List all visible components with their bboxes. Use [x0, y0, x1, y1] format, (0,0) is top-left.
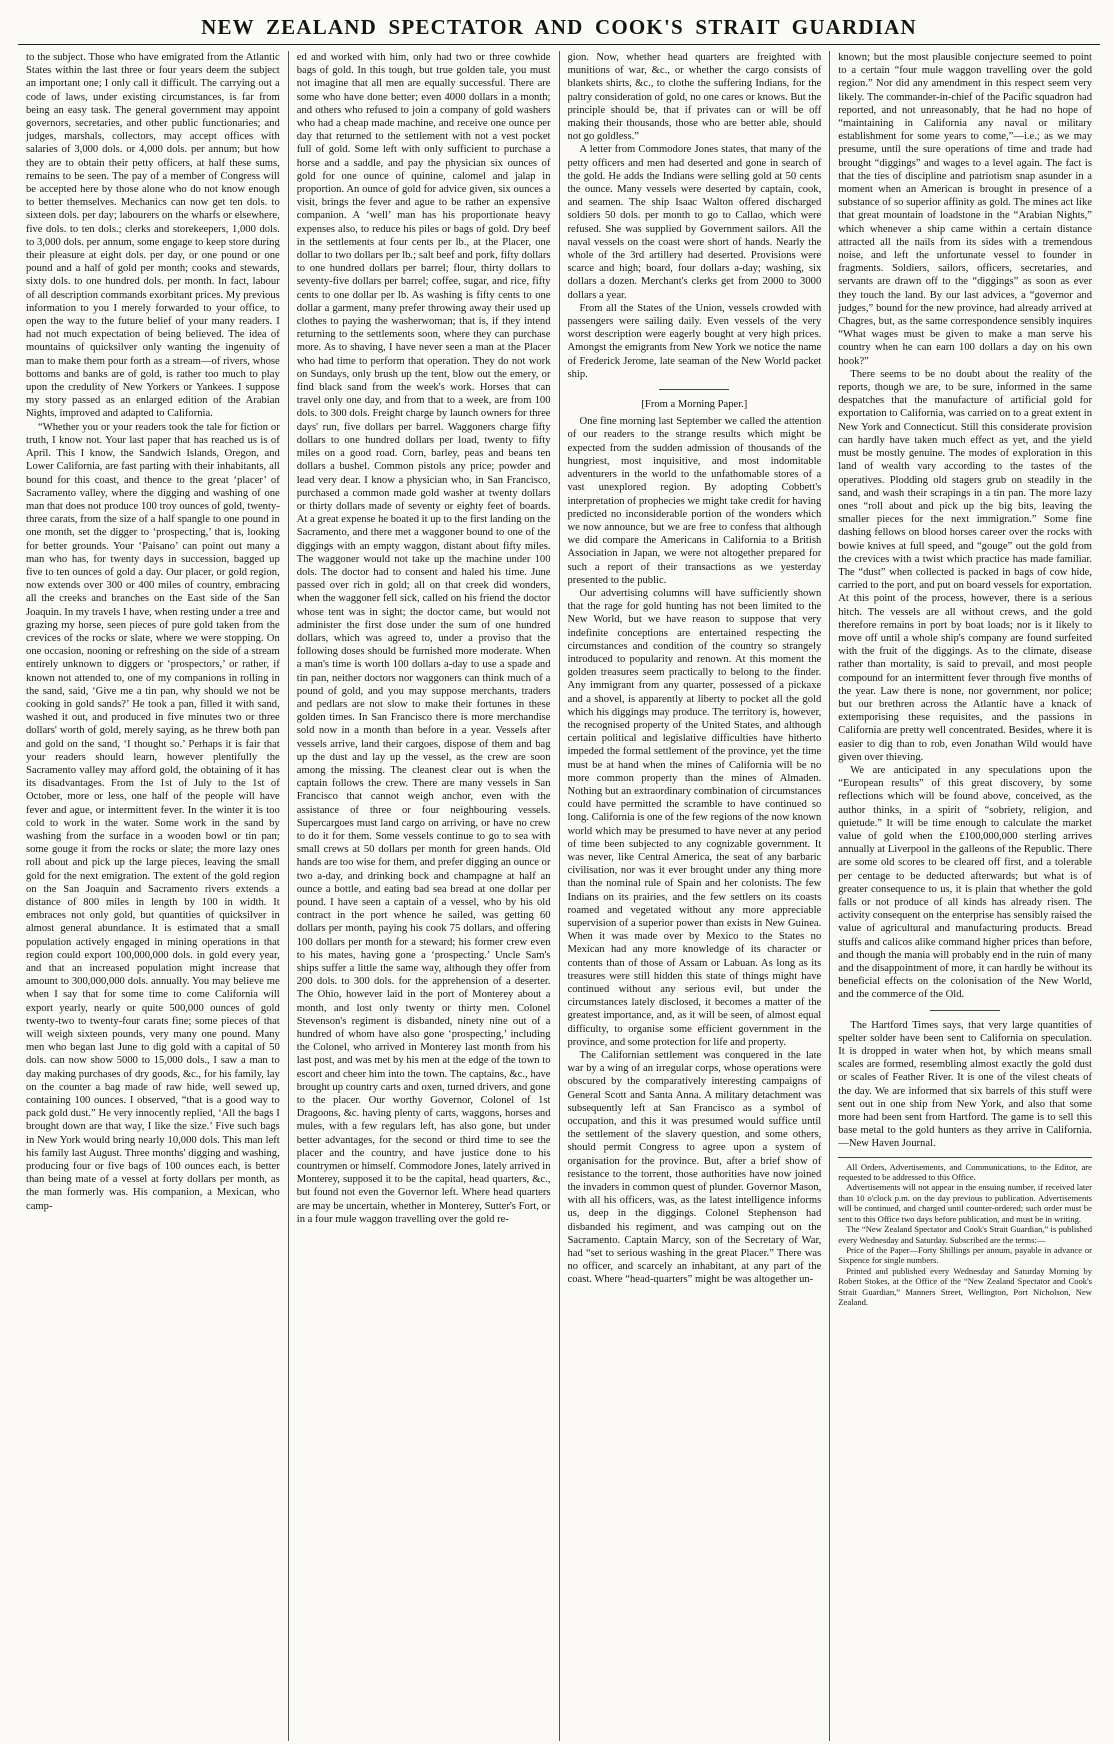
- section-heading: [From a Morning Paper.]: [641, 399, 748, 411]
- paragraph: Our advertising columns will have sufficiently shown that the rage for gold hunting has not been limited to the New World, but we have reason to suppose that very indefinite conceptions are entertained respecting the circumstances and condition of the country so strangely introduced to popularity and renown. At this moment the golden treasures seem practically to belong to the finder. Any immigrant from any quarter, possessed of a pickaxe and a shovel, is apparently at liberty to pocket all the gold which his diggings may produce. The territory is, however, the recognised property of the United States, and although certain political and legislative difficulties have hitherto impeded the formal settlement of the province, yet the time must be at hand when the mines of California will be no more common property than the mines of Almaden. Nothing but an extraordinary combination of circumstances could have permitted the scramble to have continued so long. California is one of the few regions of the now known world which may be presumed to have never at any period of time been subjected to any cognizable government. It was never, like Central America, the seat of any barbaric civilisation, nor was it ever brought under any thing more than the nominal rule of Spain and her colonists. The few Indians on its prairies, and the few settlers on its coasts roamed and vegetated without any more appreciable supervision of a superior power than exists in New Guinea. When it was made over by Mexico to the States no Mexican had any more knowledge of its character or contents than of those of Assam or Labuan. As long as its treasures were still hidden this state of things might have continued without any serious evil, but under the circumstances lately disclosed, it becomes a matter of the greatest importance, and, as it will be seen, of almost equal difficulty, to organise some efficient government in the province, and some protection for life and property.: [567, 587, 822, 1048]
- section-divider: [930, 1010, 1000, 1011]
- column-2: [289, 51, 560, 1741]
- paragraph: ed and worked with him, only had two or three cowhide bags of gold. In this tough, but true golden tale, you must not imagine that all men are equally successful. There are some who have done better; even 4000 dollars in a month; and others who refused to join a company of gold washers who had a cheap made machine, and receive one ounce per day that returned to the settlement with not a vest pocket full of gold. Some left with only sufficient to purchase a horse and a saddle, and pay the physician six ounces of gold for one ounce of quinine, calomel and jalap in proportion. An ounce of gold for advice given, six ounces a visit, brings the fever and ague to be rather an expensive companion. A ‘well’ man has his proportionate heavy expenses also, to reduce his piles or bags of gold. Dry beef in the settlements at four cents per lb., at the Placer, one dollar to two dollars per lb.; salt beef and pork, fifty dollars to one hundred dollars per barrel; flour, thirty dollars to seventy-five dollars per barrel; coffee, sugar, and rice, fifty cents to one dollar per lb. As washing is fifty cents to one dollar a garment, many prefer throwing away their used up clothes to paying the washerwoman; that is, if they intend returning to the settlements soon, where they can purchase more. As to shaving, I have never seen a man at the Placer who had time to perform that operation. They do not work on Sundays, only brush up the tent, blow out the emery, or find black sand from the week's work. Horses that can travel only one day, and from that to a week, are from 100 dols. to 300 dols. Freight charge by launch owners for three days' run, five dollars per barrel. Waggoners charge fifty dollars to one hundred dollars per load, twenty to fifty miles on a good road. Corn, barley, peas and beans ten dollars a bushel. Common pistols any price; powder and lead very dear. I know a physician who, in San Francisco, purchased a common made gold washer at twenty dollars or thirty dollars made of seventy or eighty feet of boards. At a great expense he boated it up to the first landing on the Sacramento, and there met a waggoner bound to one of the diggings with an empty waggon, distant about fifty miles. The waggoner would not take up the machine under 100 dols. The doctor had to consent and haled his time. June passed over rich in gold; all on that creek did wonders, when the waggoner fell sick, called on his friend the doctor whose tent was in sight; the doctor came, but would not administer the first dose under the sum of one hundred dollars, which was agreed to, under a proviso that the following doses should be furnished more moderate. When a man's time is worth 100 dollars a-day to use a spade and tin pan, neither doctors nor waggoners can think much of a pound of gold, and you may suppose merchants, traders and pedlars are not slow to make their fortunes in these golden times. In San Francisco there is more merchandise sold now in a month than before in a year. Vessels after vessels arrive, land their cargoes, dispose of them and bag up the dust and lay up the vessel, as the crew are soon among the missing. The cleanest clear out is when the captain follows the crew. There are many vessels in San Francisco that cannot weigh anchor, even with the assistance of three or four neighbouring vessels. Supercargoes must land cargo on arriving, or have no crew to do it for them. Some vessels continue to go to sea with small crews at 50 dollars per month for green hands. Old hands are too wise for them, and prefer digging an ounce or two a-day, and drinking bock and champagne at half an ounce a bottle, and eating bad sea bread at one dollar per pound. I have seen a captain of a vessel, who by his old contract in the port whence he sailed, was getting 60 dollars per month, paying his cook 75 dollars, and offering 100 dollars per month for a steward; his former crew even to his mates, having gone a ‘prospecting.’ Uncle Sam's ships suffer a little the same way, although they offer from 200 dols. to 300 dols. for the apprehension of a deserter. The Ohio, however laid in the port of Monterey about a month, and lost only twenty or thirty men. Colonel Stevenson's regiment is disbanded, ninety nine out of a hundred of whom have also gone ‘prospecting,’ including the Colonel, who arrived in Monterey last month from his last post, and was met by his men at the edge of the town to escort and cheer him into the town. The captains, &c., have brought up country carts and oxen, turned drivers, and gone to the placer. Our worthy Governor, Colonel of 1st Dragoons, &c. having plenty of carts, waggons, horses and mules, with a few regulars left, has also gone, but under better advantages, for the second or third time to see the placer and the country, and have justice done to his countrymen or himself. Commodore Jones, lately arrived in Monterey, supposed it to be the capital, head quarters, &c., but found not even the Governor left. Where head quarters are may be uncertain, whether in Monterey, Sutter's Fort, or in a four mule waggon travelling over the gold re-: [296, 52, 551, 1225]
- paragraph: to the subject. Those who have emigrated from the Atlantic States within the last three or four years deem the subject an important one; I only call it difficult. The carrying out a code of laws, under existing circumstances, is far from being an easy task. The general government may appoint governors, secretaries, and other public functionaries; and judges, marshals, collectors, may accept offices with salaries of 3,000 dols. or 4,000 dols. per annum; but how they are to obtain their petty officers, at half these sums, remains to be seen. The pay of a member of Congress will be accepted here by those alone who do not know enough to better themselves. Mechanics can now get ten dols. to sixteen dols. per day; labourers on the wharfs or elsewhere, five dols. to ten dols.; clerks and storekeepers, 1,000 dols. to 3,000 dols. per annum, some engage to keep store during their pleasure at eight dols. per day, or one pound or one pound and a half of gold per month; cooks and stewards, sixty dols. to one hundred dols. per month. In fact, labour of all description commands exorbitant prices. My previous information to you I merely forwarded to your office, to open the way to the future belief of your many readers. I had not much expectation of being believed. The idea of mountains of quicksilver only wanting the ingenuity of man to make them pour forth as a stream—of rivers, whose bottoms and banks are of gold, is rather too much to play upon the credulity of New Yorkers or Yankees. I suppose my story passed as an enlarged edition of the Arabian Nights, improved and adapted to California.: [26, 52, 280, 420]
- column-1: [18, 51, 289, 1741]
- paragraph: One fine morning last September we called the attention of our readers to the strange results which might be expected from the sudden admission of thousands of the hungriest, most inquisitive, and most indomitable adventurers in the world to the unfathomable stores of a vast unexplored region. By adopting Cobbett's interpretation of prophecies we might take credit for having predicted no inconsiderable portion of the wonders which we now announce, but we are free to confess that although we did compare the Americans in California to a British Association in Japan, we were not altogether prepared for such a report of their transactions as we yesterday presented to the public.: [567, 416, 822, 586]
- paragraph: known; but the most plausible conjecture seemed to point to a certain “four mule waggon travelling over the gold region.” Nor did any amendment in this respect seem very likely. The commander-in-chief of the Pacific squadron had reported, and not unreasonably, that he had no hope of “maintaining in California any naval or military establishment for some years to come,”—i.e.; as we may presume, until the sure operations of time and trade had brought “diggings” and wages to a level again. The fact is that the ties of discipline and patriotism snap asunder in a moment when an American is brought in presence of a substance of so superior affinity as gold. The mines act like that great mountain of loadstone in the “Arabian Nights,” which whenever a ship came within a certain distance attracted all the nails from its sides with a tremendous noise, and left the unfortunate vessel to founder in fragments. Soldiers, sailors, officers, secretaries, and servants are drawn off to the “diggings” as soon as ever they touch the land. By our last advices, a “governor and judges,” bound for the new province, had already arrived at Chagres, but, as the same correspondence sensibly inquires “What wages must be given to make a man serve his country when he can earn 100 dollars a day on his own hook?”: [838, 52, 1092, 367]
- paragraph: “Whether you or your readers took the tale for fiction or truth, I know not. Your last paper that has reached us is of April. This I know, the Sandwich Islands, Oregon, and Lower California, are fast parting with their inhabitants, all bound for this coast, and thence to the great ‘placer’ of Sacramento valley, where the digging and washing of one man that does not produce 100 troy ounces of gold, twenty-three carats, from the size of a half spangle to one pound in one month, set the digger to ‘prospecting,’ that is, looking for better grounds. Your ‘Paisano’ can point out many a man who has, for twenty days in succession, bagged up five to ten ounces of gold a day. Our placer, or gold region, now extends over 300 or 400 miles of country, embracing all the creeks and branches on the East side of the San Joaquin. In my travels I have, when resting under a tree and grazing my horse, seen pieces of pure gold taken from the crevices of the rocks or slate, where we were stopping. On one occasion, nooning or refreshing on the side of a stream entirely unknown to diggers or ‘prospectors,’ or rather, if known not attended to, one of my companions in rolling in the sand, said, ‘Give me a tin pan, why should we not be cooking in gold sands?’ He took a pan, filled it with sand, washed it out, and produced in five minutes two or three dollars' worth of gold, merely saying, as he threw both pan and gold on the sand, ‘I thought so.’ Perhaps it is fair that your readers should learn, however plentifully the Sacramento valley may afford gold, the obtaining of it has its disadvantages. From the 1st of July to the 1st of October, more or less, one half of the people will have fever and ague, or intermittent fever. In the winter it is too cold to work in the water. Some work in the sand by washing from the surface in a wooden bowl or tin pan; some gouge it from the rocks or slate; the more lazy ones roll about and pick up the large pieces, leaving the small gold for the next emigration. The extent of the gold region on the San Joaquin and Sacramento rivers extends a distance of 800 miles in length by 100 in width. It embraces not only gold, but quantities of quicksilver in almost general abundance. It is estimated that a small population actively engaged in mining operations in that region could export 100,000,000 dols. in gold every year, and that an increased population might increase that amount to 300,000,000 dols. annually. You may believe me when I say that for some time to come California will export yearly, nearly or quite 500,000 ounces of gold twenty-two to twenty-four carats fine; some pieces of that will weigh sixteen pounds, very many one pound. Many men who began last June to dig gold with a capital of 50 dols. can now show 5000 to 15,000 dols., I saw a man to day making purchases of dry goods, &c., for his family, lay on the counter a bag made of raw hide, well sewed up, containing 100 ounces. I observed, “that is a good way to pack gold dust.” He very innocently replied, ‘All the bags I brought down are that way, I like the size.’ Five such bags in New York would bring nearly 10,000 dols. This man left his family last August. Three months' digging and washing, producing four or five bags of 100 ounces each, is better than being mate of a vessel at forty dollars per month, as the man formerly was. His companion, a Mexican, who camp-: [26, 421, 280, 1212]
- paragraph: We are anticipated in any speculations upon the “European results” of this great discovery, by some reflections which will be found above, conceived, as the author thinks, in a spirit of “sobriety, religion, and quietude.” It will be time enough to calculate the market value of gold when the £100,000,000 sterling arrives annually at Liverpool in the galleons of the Republic. There are some old scores to be cleared off first, and a tolerable per centage to be deducted afterwards; but what is of greater consequence to us, it is plain that whether the gold falls or not produce of all kinds has already risen. The activity consequent on the enterprise has sensibly raised the value of agricultural and manufacturing products. Bread stuffs and calicos alike command higher prices than before, and though the mania will probably end in the ruin of many and the disappointment of more, it can hardly be without its beneficial effects on the colonisation of the New World, and the commerce of the Old.: [838, 764, 1092, 1001]
- paragraph: The Hartford Times says, that very large quantities of spelter solder have been sent to California on speculation. It is dropped in water when hot, by which means small scales are formed, resembling almost exactly the gold dust or scales of Feather River. It is one of the vilest cheats of the day. We are informed that six barrels of this stuff were sent out in one ship from New York, and also that some more had been sent from Hartford. The game is to sell this base metal to the gold hunters as they arrive in California.—New Haven Journal.: [838, 1019, 1092, 1150]
- masthead: NEW ZEALAND SPECTATOR AND COOK'S STRAIT GUARDIAN: [18, 10, 1100, 45]
- column-3: [560, 51, 831, 1741]
- columns: [18, 51, 1100, 1741]
- notice: The “New Zealand Spectator and Cook's Strait Guardian,” is published every Wednesday and Saturday. Subscribed are the terms:—: [838, 1224, 1092, 1245]
- paragraph: A letter from Commodore Jones states, that many of the petty officers and men had deserted and gone in search of the gold. He adds the Indians were selling gold at 50 cents the ounce. Many vessels were deserted by captain, cook, and seamen. The ship Isaac Walton offered discharged soldiers 50 dols. per month to go to Callao, which were refused. She was supplied by Government sailors. All the naval vessels on the coast were short of hands. Nearly the whole of the 3rd artillery had deserted. Provisions were scarce and high; board, four dollars a-day; washing, six dollars a dozen. Merchant's clerks get from 2000 to 3000 dollars a year.: [567, 144, 822, 301]
- column-4: [830, 51, 1100, 1741]
- paragraph: From all the States of the Union, vessels crowded with passengers were sailing daily. Even vessels of the very worst description were eagerly bought at very high prices. Amongst the emigrants from New York we notice the name of Frederick Jerome, late seaman of the New World packet ship.: [567, 302, 822, 380]
- section-divider: [659, 389, 729, 390]
- paragraph: gion. Now, whether head quarters are freighted with munitions of war, &c., or whether the cargo consists of blankets shirts, &c., to clothe the suffering Indians, for the paltry consideration of gold, no one cares or knows. But the principle should be, that if privates can or will be off making their thousands, those who are better able, should not go goldless.”: [567, 52, 822, 143]
- notice: All Orders, Advertisements, and Communications, to the Editor, are requested to be addressed to this Office.: [838, 1161, 1092, 1183]
- publication-notices: [838, 1157, 1092, 1308]
- notice: Price of the Paper—Forty Shillings per annum, payable in advance or Sixpence for single numbers.: [838, 1244, 1092, 1266]
- paragraph: The Californian settlement was conquered in the late war by a wing of an irregular corps, whose operations were obscured by the comparatively interesting campaigns of General Scott and Santa Anna. A military detachment was subsequently left at San Francisco as a symbol of occupation, and this it was presumed would suffice until the settlement of the slavery question, and some others, should permit Congress to agree upon a system of organisation for the province. But, after a brief show of resistance to the torrent, those authorities have now joined the invaders in common quest of plunder. Governor Mason, with all his officers, was, as the latest intelligence informs us, deep in the diggings. Colonel Stephenson had disbanded his regiment, and was camping out on the Sacramento. Captain Marcy, son of the Secretary of War, had “set to serious washing in the great Placer.” There was no officer, and scarcely an inhabitant, at any part of the coast. Where “head-quarters” might be was altogether un-: [567, 1050, 822, 1286]
- paragraph: There seems to be no doubt about the reality of the reports, though we are, to be sure, informed in the same despatches that the manufacture of artificial gold for exportation to California, was carried on to a great extent in New York and Connecticut. Still this considerate provision can hardly have taken much effect as yet, and the yield must be mostly genuine. The modes of exploration in this land of wealth vary according to the tastes of the operatives. Plodding old stagers grub on steadily in the sand, and wash their scrapings in a tin pan. The more lazy ones “roll about and pick up the big bits, leaving the smaller pieces for the next immigration.” Some fine dashing fellows on blood horses career over the rocks with bowie knives at full speed, and “gouge” out the gold from the crevices with a twist which practice has made familiar. The “dust” when collected is packed in bags of cow hide, carried to the port, and put on board vessels for exportation. At this point of the process, however, there is a serious hitch. The vessels are all without crews, and the gold therefore remains in port by boat loads; nor is it likely to move off until a whole ship's company are found surfeited with the fruit of the diggings. As to the climate, disease rather than mortality, is said to prevail, and most people compound for an intermittent fever through five months of the year. Law there is none, nor government, nor police; but our brethren across the Atlantic have a knack of extemporising these requisites, and the passions in California are pretty well concentrated. Besides, where it is easier to dig than to rob, even Jonathan Wild would have given over thieving.: [838, 368, 1092, 763]
- notice: Printed and published every Wednesday and Saturday Morning by Robert Stokes, at the Office of the “New Zealand Spectator and Cook's Strait Guardian,” Manners Street, Wellington, Port Nicholson, New Zealand.: [838, 1265, 1092, 1307]
- notice: Advertisements will not appear in the ensuing number, if received later than 10 o'clock p.m. on the day previous to publication. Advertisements will be continued, and charged until counter-ordered; such order must be sent to this Office two days before publication, and must be in writing.: [838, 1182, 1092, 1224]
